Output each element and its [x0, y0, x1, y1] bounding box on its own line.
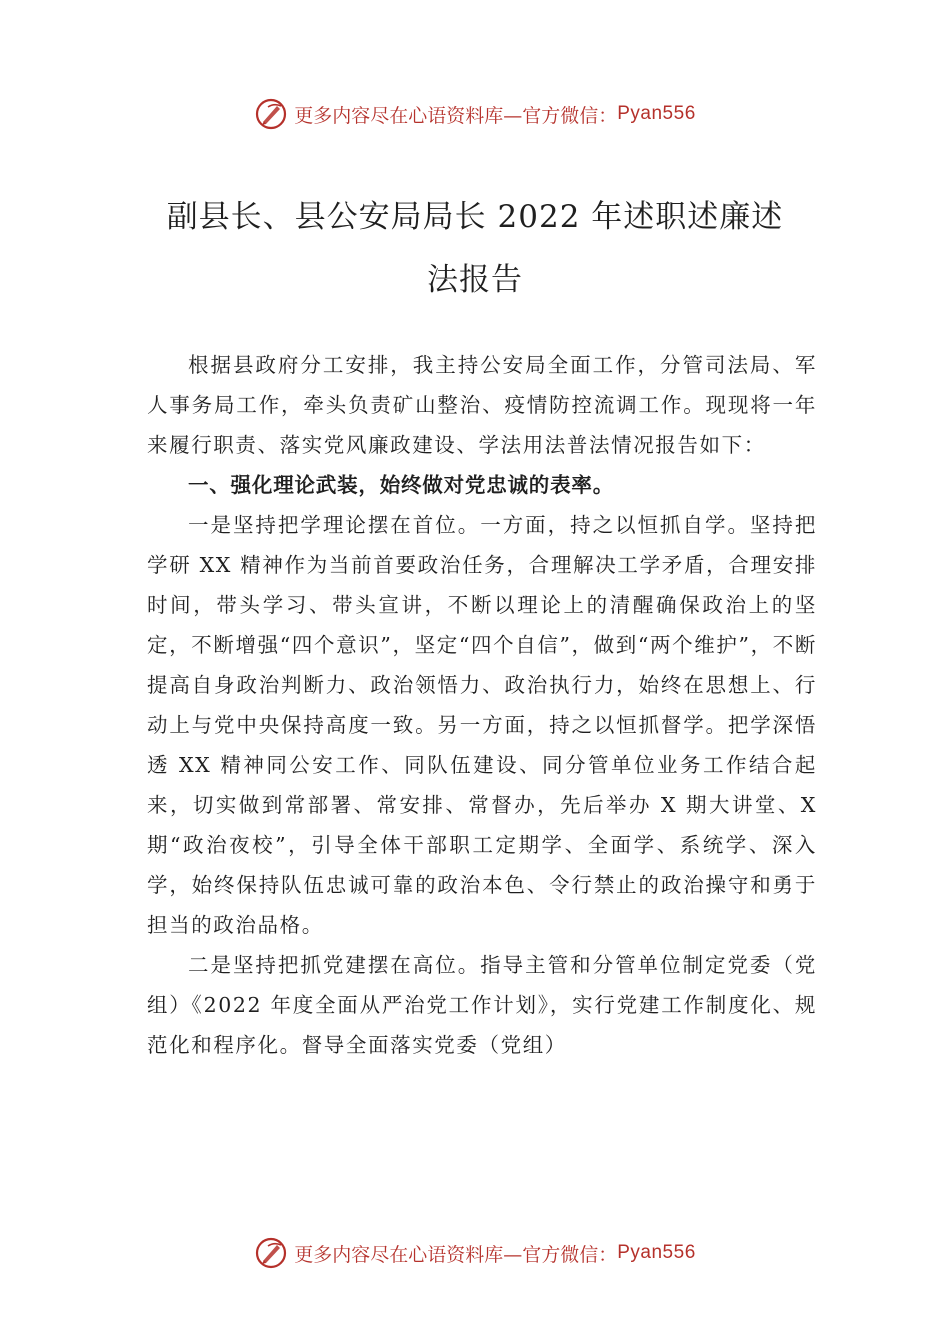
watermark-text: 更多内容尽在心语资料库—官方微信：	[294, 104, 618, 127]
body-paragraph: 二是坚持把抓党建摆在高位。指导主管和分管单位制定党委（党组）《2022 年度全面从严治党工作计划》，实行党建工作制度化、规范化和程序化。督导全面落实党委（党组）	[147, 953, 817, 1057]
watermark-banner-bottom	[0, 1233, 950, 1273]
watermark-text: 更多内容尽在心语资料库—官方微信：	[294, 1243, 618, 1266]
watermark-banner-top	[0, 94, 950, 134]
section-heading: 一、强化理论武装，始终做对党忠诚的表率。	[188, 473, 614, 497]
intro-paragraph: 根据县政府分工安排，我主持公安局全面工作，分管司法局、军人事务局工作，牵头负责矿山整治、疫情防控流调工作。现现将一年来履行职责、落实党风廉政建设、学法用法普法情况报告如下：	[147, 353, 817, 457]
watermark-handle: Pyan556	[617, 103, 696, 124]
watermark-handle: Pyan556	[617, 1242, 696, 1263]
document-title	[140, 186, 810, 312]
title-line-2: 法报告	[427, 262, 523, 298]
pen-logo-icon	[254, 1236, 288, 1270]
title-line-1: 副县长、县公安局局长 2022 年述职述廉述	[166, 199, 784, 235]
pen-logo-icon	[254, 97, 288, 131]
document-body	[147, 345, 817, 1065]
body-paragraph: 一是坚持把学理论摆在首位。一方面，持之以恒抓自学。坚持把学研 XX 精神作为当前首要政治任务，合理解决工学矛盾，合理安排时间，带头学习、带头宣讲，不断以理论上的清醒确保政治上的坚定，不断增强“四个意识”，坚定“四个自信”，做到“两个维护”，不断提高自身政治判断力、政治领悟力、政治执行力，始终在思想上、行动上与党中央保持高度一致。另一方面，持之以恒抓督学。把学深悟透 XX 精神同公安工作、同队伍建设、同分管单位业务工作结合起来，切实做到常部署、常安排、常督办，先后举办 X 期大讲堂、X 期“政治夜校”，引导全体干部职工定期学、全面学、系统学、深入学，始终保持队伍忠诚可靠的政治本色、令行禁止的政治操守和勇于担当的政治品格。	[147, 513, 817, 937]
